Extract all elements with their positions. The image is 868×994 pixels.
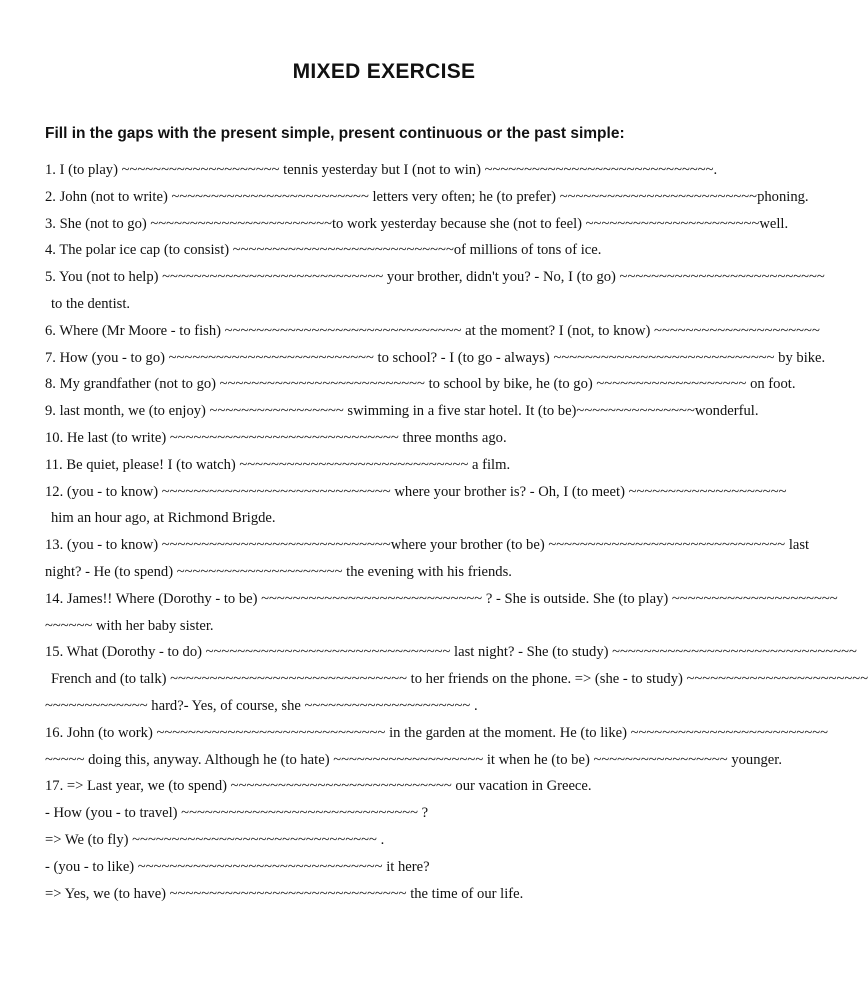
exercise-line-17-question: - How (you - to travel) ~~~~~~~~~~~~~~~~~~~~~~~~~~~~~~ ? bbox=[45, 805, 429, 822]
exercise-line-16-continued: ~~~~~ doing this, anyway. Although he (to hate) ~~~~~~~~~~~~~~~~~~~ it when he (to be) ~~~~~~~~~~~~~~~~~ younger. bbox=[45, 751, 782, 768]
exercise-line-17-answer-2: => Yes, we (to have) ~~~~~~~~~~~~~~~~~~~~~~~~~~~~~~ the time of our life. bbox=[45, 885, 524, 902]
exercise-line-12-continued: him an hour ago, at Richmond Brigde. bbox=[51, 510, 276, 527]
exercise-line-15-continued-2: ~~~~~~~~~~~~~ hard?- Yes, of course, she ~~~~~~~~~~~~~~~~~~~~~ . bbox=[45, 697, 478, 714]
exercise-line-17: 17. => Last year, we (to spend) ~~~~~~~~~~~~~~~~~~~~~~~~~~~~ our vacation in Greece. bbox=[45, 778, 592, 795]
exercise-line-8: 8. My grandfather (not to go) ~~~~~~~~~~~~~~~~~~~~~~~~~~ to school by bike, he (to go) ~~~~~~~~~~~~~~~~~~~ on foot. bbox=[45, 376, 796, 393]
exercise-line-14-continued: ~~~~~~ with her baby sister. bbox=[45, 617, 214, 634]
exercise-line-13: 13. (you - to know) ~~~~~~~~~~~~~~~~~~~~~~~~~~~~~where your brother (to be) ~~~~~~~~~~~~~~~~~~~~~~~~~~~~~~ last bbox=[45, 537, 810, 554]
exercise-line-6: 6. Where (Mr Moore - to fish) ~~~~~~~~~~~~~~~~~~~~~~~~~~~~~~ at the moment? I (not, to know) ~~~~~~~~~~~~~~~~~~~~~ bbox=[45, 322, 820, 339]
exercise-line-9: 9. last month, we (to enjoy) ~~~~~~~~~~~~~~~~~ swimming in a five star hotel. It (to be)~~~~~~~~~~~~~~~wonderful. bbox=[45, 403, 759, 420]
exercise-line-5: 5. You (not to help) ~~~~~~~~~~~~~~~~~~~~~~~~~~~~ your brother, didn't you? - No, I (to go) ~~~~~~~~~~~~~~~~~~~~~~~~~~ bbox=[45, 269, 825, 286]
worksheet-title: MIXED EXERCISE bbox=[292, 60, 476, 83]
exercise-line-13-continued: night? - He (to spend) ~~~~~~~~~~~~~~~~~~~~~ the evening with his friends. bbox=[45, 563, 512, 580]
exercise-line-17-answer: => We (to fly) ~~~~~~~~~~~~~~~~~~~~~~~~~~~~~~~ . bbox=[45, 831, 385, 848]
exercise-line-15: 15. What (Dorothy - to do) ~~~~~~~~~~~~~~~~~~~~~~~~~~~~~~~ last night? - She (to study) ~~~~~~~~~~~~~~~~~~~~~~~~~~~~~~~ bbox=[45, 644, 857, 661]
exercise-line-2: 2. John (not to write) ~~~~~~~~~~~~~~~~~~~~~~~~~ letters very often; he (to prefer) ~~~~~~~~~~~~~~~~~~~~~~~~~phoning. bbox=[45, 188, 809, 205]
exercise-line-10: 10. He last (to write) ~~~~~~~~~~~~~~~~~~~~~~~~~~~~~ three months ago. bbox=[45, 429, 507, 446]
exercise-line-4: 4. The polar ice cap (to consist) ~~~~~~~~~~~~~~~~~~~~~~~~~~~~of millions of tons of ice. bbox=[45, 242, 602, 259]
exercise-line-14: 14. James!! Where (Dorothy - to be) ~~~~~~~~~~~~~~~~~~~~~~~~~~~~ ? - She is outside. She (to play) ~~~~~~~~~~~~~~~~~~~~~ bbox=[45, 590, 838, 607]
exercise-line-5-continued: to the dentist. bbox=[51, 295, 131, 312]
exercise-line-11: 11. Be quiet, please! I (to watch) ~~~~~~~~~~~~~~~~~~~~~~~~~~~~~ a film. bbox=[45, 456, 511, 473]
exercise-line-3: 3. She (not to go) ~~~~~~~~~~~~~~~~~~~~~~~to work yesterday because she (not to feel) ~~~~~~~~~~~~~~~~~~~~~~well. bbox=[45, 215, 789, 232]
exercise-line-15-continued: French and (to talk) ~~~~~~~~~~~~~~~~~~~~~~~~~~~~~~ to her friends on the phone. => (she - to study) ~~~~~~~~~~~~~~~~~~~~~~~ bbox=[51, 671, 868, 688]
worksheet-instructions: Fill in the gaps with the present simple, present continuous or the past simple: bbox=[45, 125, 625, 142]
exercise-line-17-question-2: - (you - to like) ~~~~~~~~~~~~~~~~~~~~~~~~~~~~~~~ it here? bbox=[45, 858, 430, 875]
exercise-line-12: 12. (you - to know) ~~~~~~~~~~~~~~~~~~~~~~~~~~~~~ where your brother is? - Oh, I (to meet) ~~~~~~~~~~~~~~~~~~~~ bbox=[45, 483, 787, 500]
exercise-line-16: 16. John (to work) ~~~~~~~~~~~~~~~~~~~~~~~~~~~~~ in the garden at the moment. He (to like) ~~~~~~~~~~~~~~~~~~~~~~~~~ bbox=[45, 724, 829, 741]
exercise-line-1: 1. I (to play) ~~~~~~~~~~~~~~~~~~~~ tennis yesterday but I (not to win) ~~~~~~~~~~~~~~~~~~~~~~~~~~~~~. bbox=[45, 162, 718, 178]
exercise-lines bbox=[45, 157, 868, 907]
exercise-line-7: 7. How (you - to go) ~~~~~~~~~~~~~~~~~~~~~~~~~~ to school? - I (to go - always) ~~~~~~~~~~~~~~~~~~~~~~~~~~~~ by bike. bbox=[45, 349, 826, 366]
